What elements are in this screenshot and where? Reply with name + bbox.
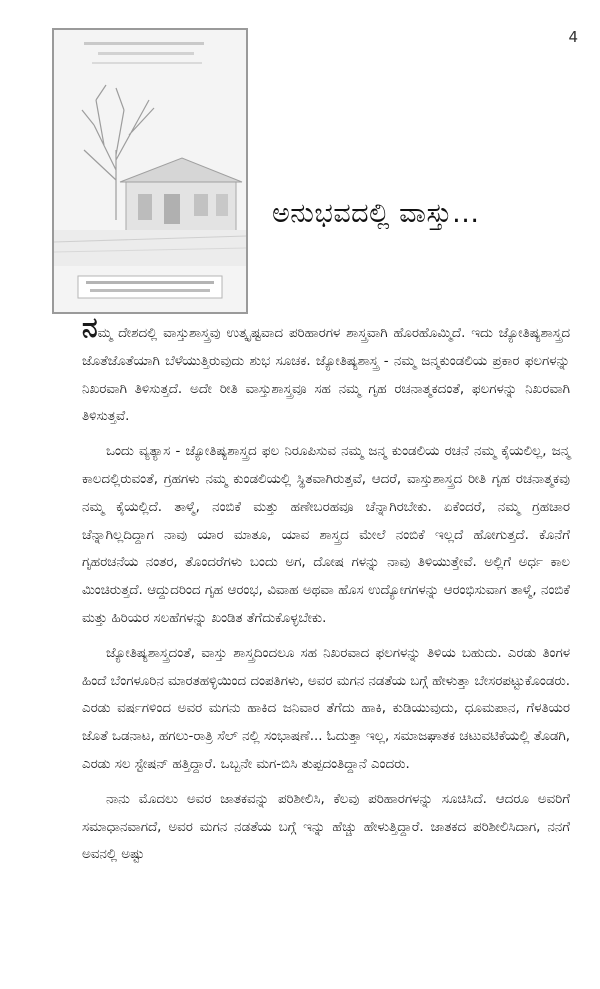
article-paragraph-1 — [82, 311, 570, 431]
article-body — [82, 311, 570, 876]
article-title: ಅನುಭವದಲ್ಲಿ ವಾಸ್ತು... — [272, 198, 480, 229]
book-cover-photo — [52, 28, 248, 314]
paragraph-text: ಮ್ಮ ದೇಶದಲ್ಲಿ ವಾಸ್ತುಶಾಸ್ತ್ರವು ಉತ್ಕೃಷ್ಟವಾದ ಪರಿಹಾರಗಳ ಶಾಸ್ತ್ರವಾಗಿ ಹೊರಹೊಮ್ಮಿದೆ. ಇದು ಜ್ಯೋತಿಷ್ಯಶಾಸ್ತ್ರದ ಜೊತೆಜೊತೆಯಾಗಿ ಬೆಳೆಯುತ್ತಿರುವುದು ಶುಭ ಸೂಚಕ. ಜ್ಯೋತಿಷ್ಯಶಾಸ್ತ್ರ - ನಮ್ಮ ಜನ್ಮಕುಂಡಲಿಯ ಪ್ರಕಾರ ಫಲಗಳನ್ನು ನಿಖರವಾಗಿ ತಿಳಿಸುತ್ತದೆ. ಅದೇ ರೀತಿ ವಾಸ್ತುಶಾಸ್ತ್ರವೂ ಸಹ ನಮ್ಮ ಗೃಹ ರಚನಾತ್ಮಕದಂತೆ, ಫಲಗಳನ್ನು ನಿಖರವಾಗಿ ತಿಳಿಸುತ್ತವೆ. — [82, 326, 570, 425]
page-number: 4 — [568, 28, 578, 46]
article-paragraph-3: ಜ್ಯೋತಿಷ್ಯಶಾಸ್ತ್ರದಂತೆ, ವಾಸ್ತು ಶಾಸ್ತ್ರದಿಂದಲೂ ಸಹ ನಿಖರವಾದ ಫಲಗಳನ್ನು ತಿಳಿಯ ಬಹುದು. ಎರಡು ತಿಂಗಳ ಹಿಂದೆ ಬೆಂಗಳೂರಿನ ಮಾರತಹಳ್ಳಿಯಿಂದ ದಂಪತಿಗಳು, ಅವರ ಮಗನ ನಡತೆಯ ಬಗ್ಗೆ ಹೇಳುತ್ತಾ ಬೇಸರಪಟ್ಟುಕೊಂಡರು. ಎರಡು ವರ್ಷಗಳಿಂದ ಅವರ ಮಗನು ಹಾಕಿದ ಜನಿವಾರ ತೆಗೆದು ಹಾಕಿ, ಕುಡಿಯುವುದು, ಧೂಮಪಾನ, ಗೆಳತಿಯರ ಜೊತೆ ಒಡನಾಟ, ಹಗಲು-ರಾತ್ರಿ ಸೆಲ್ ನಲ್ಲಿ ಸಂಭಾಷಣೆ... ಓದುತ್ತಾ ಇಲ್ಲ, ಸಮಾಜಘಾತಕ ಚಟುವಟಿಕೆಯಲ್ಲಿ ತೊಡಗಿ, ಎರಡು ಸಲ ಸ್ಟೇಷನ್ ಹತ್ತಿದ್ದಾರೆ. ಒಬ್ಬನೇ ಮಗ-ಬಿಸಿ ತುಪ್ಪದಂತಿದ್ದಾನೆ ಎಂದರು. — [82, 645, 570, 772]
drop-cap-letter: ನ — [82, 311, 98, 344]
article-paragraph-2: ಒಂದು ವ್ಯತ್ಯಾಸ - ಜ್ಯೋತಿಷ್ಯಶಾಸ್ತ್ರದ ಫಲ ನಿರೂಪಿಸುವ ನಮ್ಮ ಜನ್ಮ ಕುಂಡಲಿಯ ರಚನೆ ನಮ್ಮ ಕೈಯಲಿಲ್ಲ, ಜನ್ಮ ಕಾಲದಲ್ಲಿರುವಂತೆ, ಗ್ರಹಗಳು ನಮ್ಮ ಕುಂಡಲಿಯಲ್ಲಿ ಸ್ಥಿತವಾಗಿರುತ್ತವೆ, ಆದರೆ, ವಾಸ್ತುಶಾಸ್ತ್ರದ ರೀತಿ ಗೃಹ ರಚನಾತ್ಮಕವು ನಮ್ಮ ಕೈಯಲ್ಲಿದೆ. ತಾಳ್ಮೆ, ನಂಬಿಕೆ ಮತ್ತು ಹಣೇಬರಹವೂ ಚೆನ್ನಾಗಿರಬೇಕು. ಏಕೆಂದರೆ, ನಮ್ಮ ಗ್ರಹಚಾರ ಚೆನ್ನಾಗಿಲ್ಲದಿದ್ದಾಗ ನಾವು ಯಾರ ಮಾತೂ, ಯಾವ ಶಾಸ್ತ್ರದ ಮೇಲೆ ನಂಬಿಕೆ ಇಲ್ಲದೆ ಹೋಗುತ್ತದೆ. ಕೊನೆಗೆ ಗೃಹರಚನೆಯ ನಂತರ, ತೊಂದರೆಗಳು ಬಂದು ಅಗ, ದೋಷ ಗಳನ್ನು ನಾವು ತಿಳಿಯುತ್ತೇವೆ. ಅಲ್ಲಿಗೆ ಅರ್ಧ ಕಾಲ ಮಿಂಚಿರುತ್ತದೆ. ಆದ್ದುದರಿಂದ ಗೃಹ ಆರಂಭ, ವಿವಾಹ ಅಥವಾ ಹೊಸ ಉದ್ಯೋಗಗಳನ್ನು ಆರಂಭಿಸುವಾಗ ತಾಳ್ಮೆ, ನಂಬಿಕೆ ಮತ್ತು ಹಿರಿಯರ ಸಲಹೆಗಳನ್ನು ಖಂಡಿತ ತೆಗೆದುಕೊಳ್ಳಬೇಕು. — [82, 444, 570, 626]
article-paragraph-4: ನಾನು ಮೊದಲು ಅವರ ಜಾತಕವನ್ನು ಪರಿಶೀಲಿಸಿ, ಕೆಲವು ಪರಿಹಾರಗಳನ್ನು ಸೂಚಿಸಿದೆ. ಆದರೂ ಅವರಿಗೆ ಸಮಾಧಾನವಾಗದೆ, ಅವರ ಮಗನ ನಡತೆಯ ಬಗ್ಗೆ ಇನ್ನು ಹೆಚ್ಚು ಹೇಳುತ್ತಿದ್ದಾರೆ. ಜಾತಕದ ಪರಿಶೀಲಿಸಿದಾಗ, ನನಗೆ ಅವನಲ್ಲಿ ಅಷ್ಟು — [82, 791, 570, 863]
